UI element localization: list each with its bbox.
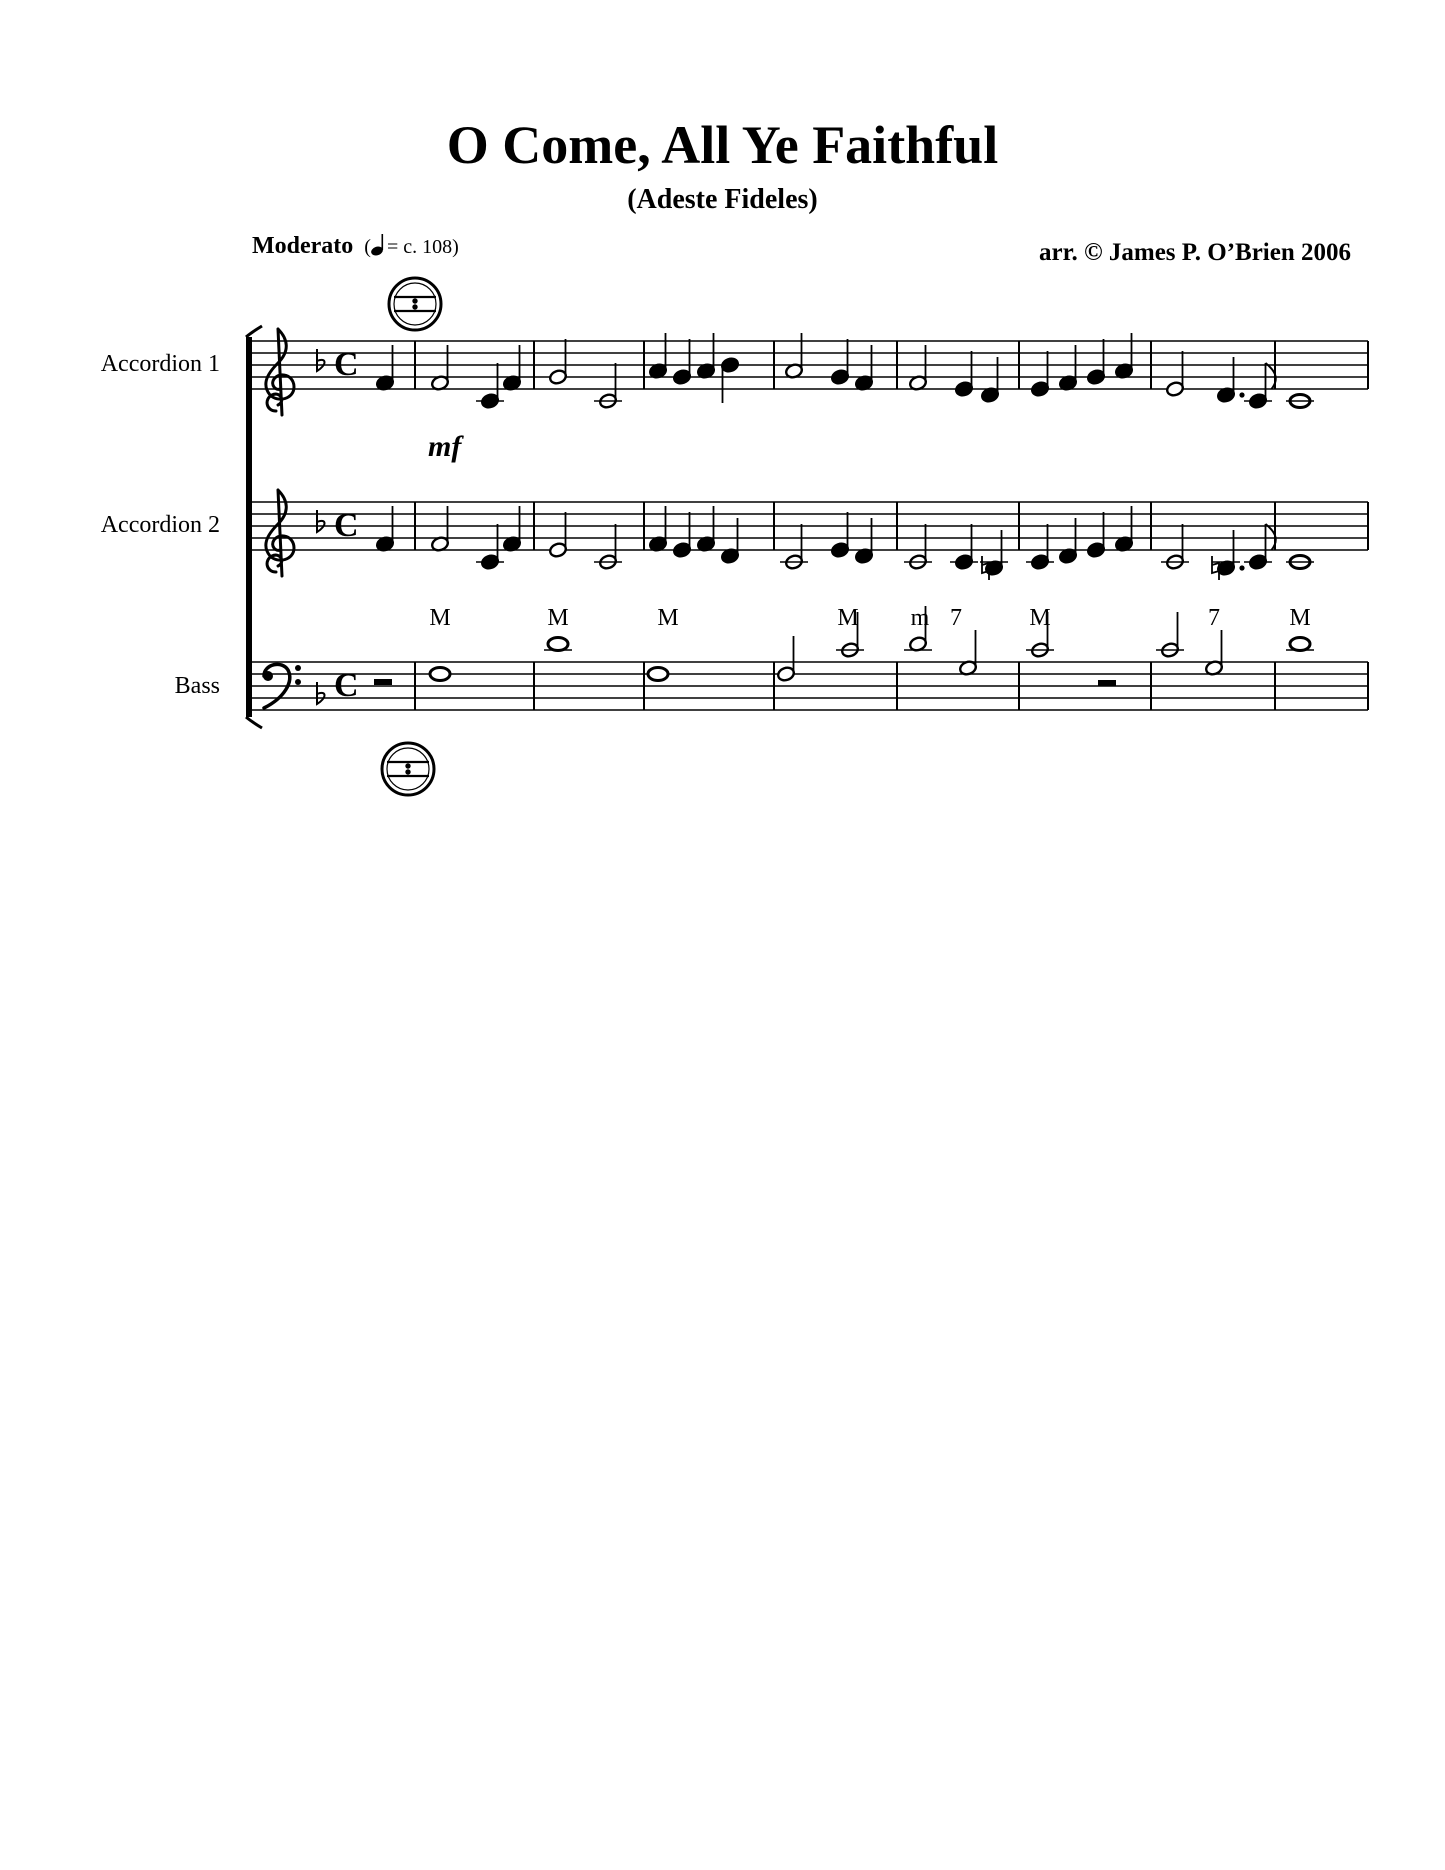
note-accordion-2 [854, 518, 873, 564]
note-accordion-1 [502, 345, 521, 391]
bass-chord-label: M [1029, 605, 1051, 631]
accordion-register-icon-bottom [382, 743, 434, 795]
tempo-word: Moderato [252, 233, 354, 259]
note-bass [776, 636, 795, 682]
note-accordion-1 [375, 345, 394, 391]
time-signature-bass: C [334, 667, 359, 704]
bass-chord-label: M [837, 605, 859, 631]
note-accordion-1 [1216, 357, 1244, 403]
note-accordion-1 [548, 339, 567, 385]
note-accordion-2 [1286, 556, 1314, 569]
treble-clef-icon [266, 490, 294, 576]
page-title: O Come, All Ye Faithful [446, 115, 999, 175]
staff-3 [252, 662, 1368, 710]
dynamic-marking: mf [428, 430, 462, 463]
note-accordion-1 [784, 333, 803, 379]
note-accordion-1 [720, 357, 739, 403]
note-accordion-2 [830, 512, 849, 558]
arranger-credit: arr. © James P. O’Brien 2006 [1039, 239, 1351, 266]
note-accordion-2 [430, 506, 449, 552]
staff-2 [252, 502, 1368, 550]
bass-clef-dot [263, 671, 273, 681]
bass-chord-label: M [1289, 605, 1311, 631]
system-bracket [246, 326, 262, 728]
note-bass [544, 638, 572, 651]
note-accordion-2 [548, 512, 567, 558]
note-accordion-1 [830, 339, 849, 385]
note-accordion-2 [980, 530, 1008, 576]
note-accordion-1 [1286, 395, 1314, 408]
note-accordion-2 [1212, 530, 1245, 576]
note-accordion-1 [476, 363, 504, 409]
bass-chord-label: m [910, 605, 930, 631]
note-accordion-2 [375, 506, 394, 552]
bass-clef-dot [295, 665, 301, 671]
note-accordion-1 [430, 345, 449, 391]
time-signature-accordion-2: C [334, 507, 359, 544]
dot [1239, 565, 1244, 570]
note-accordion-2 [1058, 518, 1077, 564]
note-bass [958, 630, 977, 676]
note-accordion-1 [854, 345, 873, 391]
bass-chord-label: M [429, 605, 451, 631]
metronome-value: = c. 108 [386, 236, 453, 258]
note-bass [430, 668, 450, 681]
note-accordion-2 [950, 524, 978, 570]
note-accordion-2 [1114, 506, 1133, 552]
note-accordion-2 [696, 506, 715, 552]
note-accordion-2 [672, 512, 691, 558]
notehead [1290, 638, 1310, 651]
treble-clef-accordion-2 [266, 490, 294, 576]
page-subtitle: (Adeste Fideles) [627, 184, 818, 215]
note-accordion-1 [672, 339, 691, 385]
accordion-register-icon-top [389, 278, 441, 330]
note-accordion-2 [502, 506, 521, 552]
bass-chord-label: 7 [1208, 605, 1220, 631]
whole-rest-icon [374, 679, 392, 685]
dot [1239, 392, 1244, 397]
note-bass [648, 668, 668, 681]
note-accordion-2 [904, 524, 932, 570]
note-accordion-1 [1086, 339, 1105, 385]
note-accordion-1 [1114, 333, 1133, 379]
notehead [648, 668, 668, 681]
note-accordion-1 [1165, 351, 1184, 397]
note-accordion-2 [476, 524, 504, 570]
note-accordion-1 [980, 357, 999, 403]
notehead [430, 668, 450, 681]
note-accordion-1 [696, 333, 715, 379]
half-rest-icon [1098, 680, 1116, 686]
metronome-mark: ( = c. 108) [359, 236, 459, 258]
note-accordion-1 [1244, 363, 1276, 409]
treble-clef-icon [266, 329, 294, 415]
note-accordion-2 [1026, 524, 1054, 570]
note-accordion-1 [1030, 351, 1049, 397]
note-bass [1156, 612, 1184, 658]
note-accordion-1 [1058, 345, 1077, 391]
note-accordion-2 [720, 518, 739, 564]
note-accordion-2 [648, 506, 667, 552]
instrument-label-bass: Bass [174, 673, 220, 699]
note-accordion-1 [908, 345, 927, 391]
note-accordion-1 [954, 351, 973, 397]
instrument-label-accordion-1: Accordion 1 [100, 351, 220, 377]
note-accordion-2 [1086, 512, 1105, 558]
note-accordion-2 [780, 524, 808, 570]
instrument-label-accordion-2: Accordion 2 [100, 512, 220, 538]
note-accordion-2 [1244, 524, 1276, 570]
staff-1 [252, 341, 1368, 389]
note-accordion-1 [648, 333, 667, 379]
bass-chord-label: M [547, 605, 569, 631]
notehead [548, 638, 568, 651]
bass-chord-label: 7 [950, 605, 962, 631]
treble-clef-accordion-1 [266, 329, 294, 415]
note-accordion-1 [594, 363, 622, 409]
note-accordion-2 [1161, 524, 1189, 570]
time-signature-accordion-1: C [334, 346, 359, 383]
note-bass [1286, 638, 1314, 651]
bass-clef-dot [295, 679, 301, 685]
bass-chord-label: M [657, 605, 679, 631]
note-accordion-2 [594, 524, 622, 570]
note-bass [1204, 630, 1223, 676]
